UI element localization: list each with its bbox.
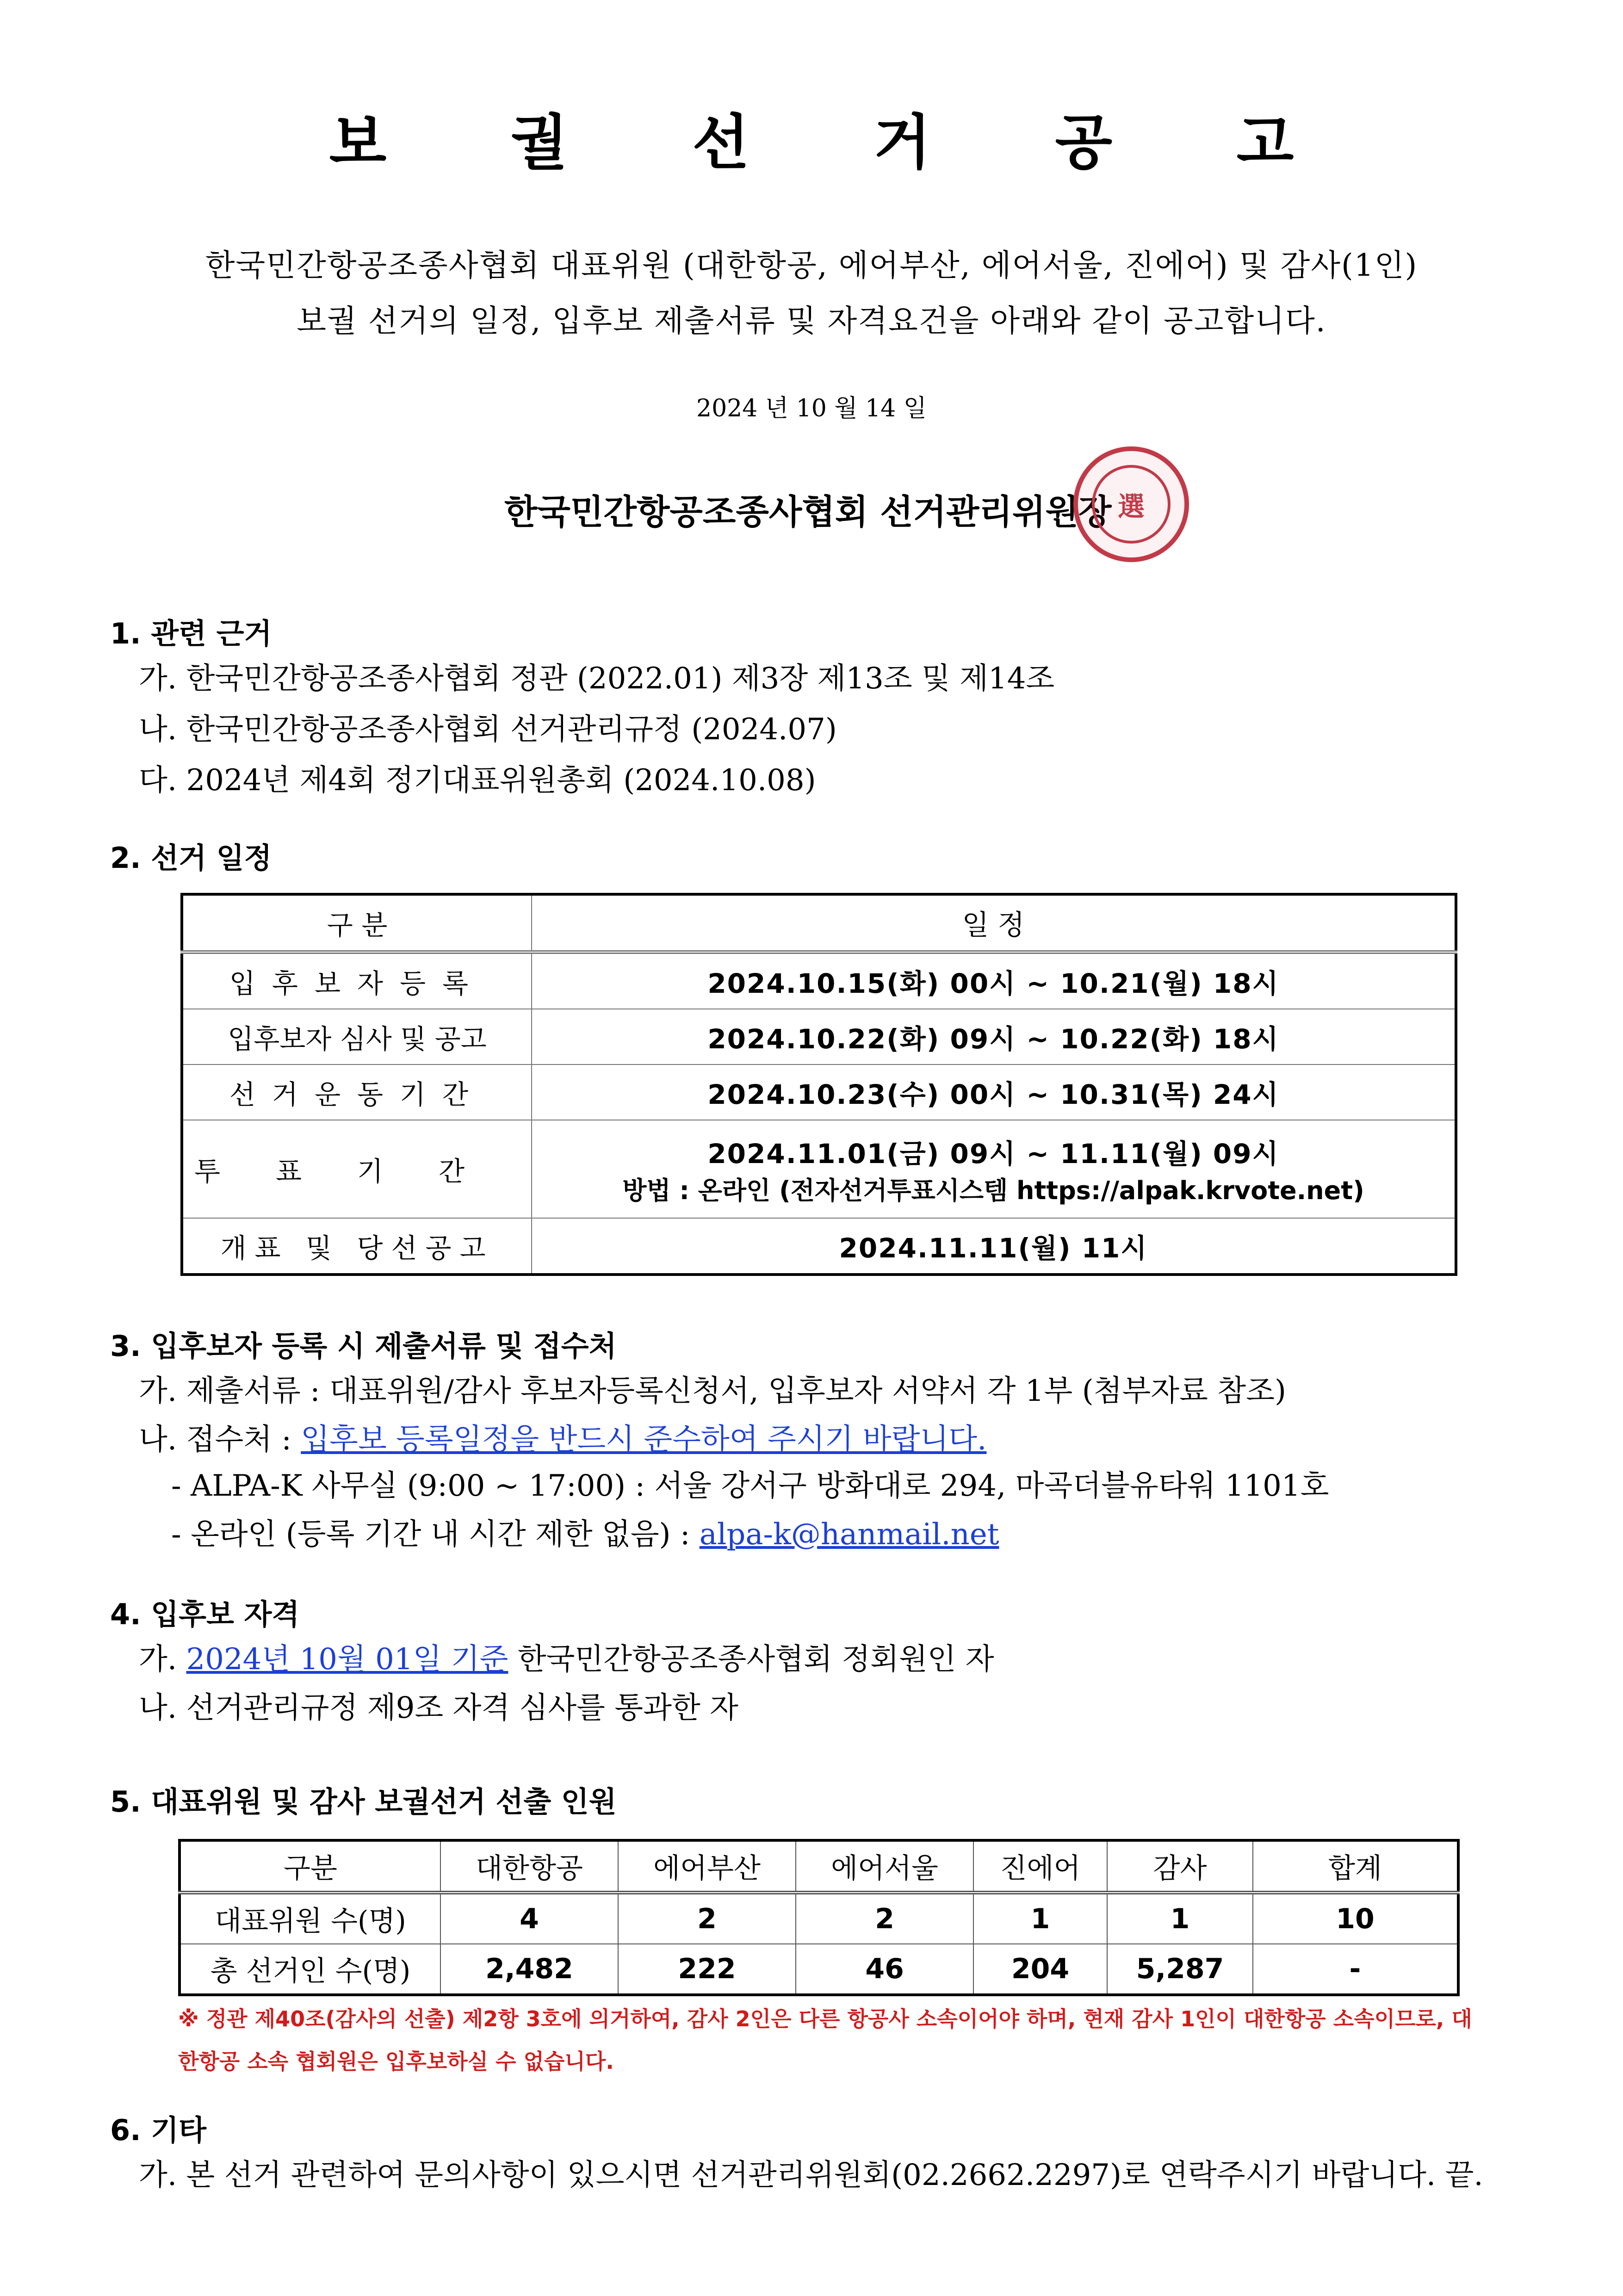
cell-value: 10 [1253, 1893, 1458, 1944]
table-row [182, 1064, 1456, 1120]
section-3-place [139, 1416, 986, 1458]
reference-date-link[interactable]: 2024년 10월 01일 기준 [186, 1642, 508, 1677]
section-5-heading: 5. 대표위원 및 감사 보궐선거 선출 인원 [110, 1785, 617, 1819]
schedule-label: 선거운동기간 [182, 1064, 532, 1120]
section-4-heading: 4. 입후보 자격 [110, 1597, 300, 1631]
schedule-label: 투표기간 [182, 1120, 532, 1218]
table-header-row [182, 894, 1456, 952]
section-1-item-3: 다. 2024년 제4회 정기대표위원총회 (2024.10.08) [139, 763, 816, 798]
cell-value: 5,287 [1107, 1944, 1253, 1995]
cell-value: 2 [618, 1893, 796, 1944]
cell-value: 2 [796, 1893, 973, 1944]
cell-value: 46 [796, 1944, 973, 1995]
intro-line-1: 한국민간항공조종사협회 대표위원 (대한항공, 에어부산, 에어서울, 진에어) 및 감사(1인) [205, 248, 1418, 283]
item-suffix: 한국민간항공조종사협회 정회원인 자 [508, 1642, 994, 1677]
email-link[interactable]: alpa-k@hanmail.net [699, 1517, 999, 1552]
col-header: 에어서울 [796, 1840, 973, 1893]
section-3-heading: 3. 입후보자 등록 시 제출서류 및 접수처 [110, 1329, 617, 1363]
cell-value: 1 [1107, 1893, 1253, 1944]
schedule-value: 2024.10.15(화) 00시 ~ 10.21(월) 18시 [532, 952, 1456, 1009]
online-prefix: - 온라인 (등록 기간 내 시간 제한 없음) : [171, 1517, 700, 1552]
section-2-heading: 2. 선거 일정 [110, 841, 272, 875]
seal-center-glyph: 選 [1092, 465, 1171, 544]
organization-signature: 한국민간항공조종사협회 선거관리위원장 [504, 492, 1112, 532]
cell-value: 4 [440, 1893, 618, 1944]
schedule-value: 2024.11.11(월) 11시 [532, 1218, 1456, 1275]
section-1-item-1: 가. 한국민간항공조종사협회 정관 (2022.01) 제3장 제13조 및 제14조 [139, 662, 1055, 696]
section-4-item-1 [139, 1635, 994, 1678]
table-row [182, 1009, 1456, 1064]
cell-value: 222 [618, 1944, 796, 1995]
col-header: 진에어 [973, 1840, 1107, 1893]
schedule-notice-link[interactable]: 입후보 등록일정을 반드시 준수하여 주시기 바랍니다. [301, 1423, 987, 1457]
table-row [182, 1120, 1456, 1218]
table-header-schedule: 일 정 [532, 894, 1456, 952]
intro-line-2: 보궐 선거의 일정, 입후보 제출서류 및 자격요건을 아래와 같이 공고합니다. [297, 303, 1326, 339]
schedule-label: 입후보자등록 [182, 952, 532, 1009]
section-3-docs: 가. 제출서류 : 대표위원/감사 후보자등록신청서, 입후보자 서약서 각 1부 (첨부자료 참조) [139, 1374, 1286, 1408]
row-label: 대표위원 수(명) [180, 1893, 440, 1944]
voting-method: 방법 : 온라인 (전자선거투표시스템 https://alpak.krvote.net) [622, 1176, 1364, 1205]
announcement-date: 2024 년 10 월 14 일 [696, 395, 927, 422]
row-label: 총 선거인 수(명) [180, 1944, 440, 1995]
col-header: 에어부산 [618, 1840, 796, 1893]
section-3-online [171, 1510, 999, 1553]
official-seal-stamp [1073, 446, 1189, 562]
place-prefix: 나. 접수처 : [139, 1423, 301, 1457]
table-row [180, 1893, 1458, 1944]
schedule-value: 2024.10.22(화) 09시 ~ 10.22(화) 18시 [532, 1009, 1456, 1064]
schedule-label: 입후보자 심사 및 공고 [182, 1009, 532, 1064]
schedule-label: 개표 및 당선공고 [182, 1218, 532, 1275]
schedule-value-voting [532, 1120, 1456, 1218]
audit-restriction-note: ※ 정관 제40조(감사의 선출) 제2항 3호에 의거하여, 감사 2인은 다른 항공사 소속이어야 하며, 현재 감사 1인이 대한항공 소속이므로, 대한항공 소속 협회원은 입후보하실 수 없습니다. [178, 2006, 1472, 2074]
election-schedule-table [180, 893, 1457, 1276]
cell-value: 2,482 [440, 1944, 618, 1995]
voting-period: 2024.11.01(금) 09시 ~ 11.11(월) 09시 [707, 1138, 1279, 1170]
page-title: 보 궐 선 거 공 고 [329, 108, 1346, 177]
schedule-value: 2024.10.23(수) 00시 ~ 10.31(목) 24시 [532, 1064, 1456, 1120]
table-row [182, 952, 1456, 1009]
section-1-item-2: 나. 한국민간항공조종사협회 선거관리규정 (2024.07) [139, 712, 837, 747]
cell-value: 204 [973, 1944, 1107, 1995]
section-1-heading: 1. 관련 근거 [110, 617, 272, 650]
col-header: 대한항공 [440, 1840, 618, 1893]
col-header: 구분 [180, 1840, 440, 1893]
seat-count-table [178, 1839, 1460, 1996]
item-prefix: 가. [139, 1642, 186, 1677]
table-row [182, 1218, 1456, 1275]
table-header-row [180, 1840, 1458, 1893]
cell-value: - [1253, 1944, 1458, 1995]
cell-value: 1 [973, 1893, 1107, 1944]
section-3-office: - ALPA-K 사무실 (9:00 ~ 17:00) : 서울 강서구 방화대로 294, 마곡더블유타워 1101호 [171, 1469, 1329, 1503]
section-4-item-2: 나. 선거관리규정 제9조 자격 심사를 통과한 자 [139, 1691, 738, 1725]
col-header: 합계 [1253, 1840, 1458, 1893]
table-header-category: 구 분 [182, 894, 532, 952]
col-header: 감사 [1107, 1840, 1253, 1893]
section-6-heading: 6. 기타 [110, 2113, 207, 2147]
section-6-item: 가. 본 선거 관련하여 문의사항이 있으시면 선거관리위원회(02.2662.2297)로 연락주시기 바랍니다. 끝. [139, 2158, 1483, 2192]
table-row [180, 1944, 1458, 1995]
